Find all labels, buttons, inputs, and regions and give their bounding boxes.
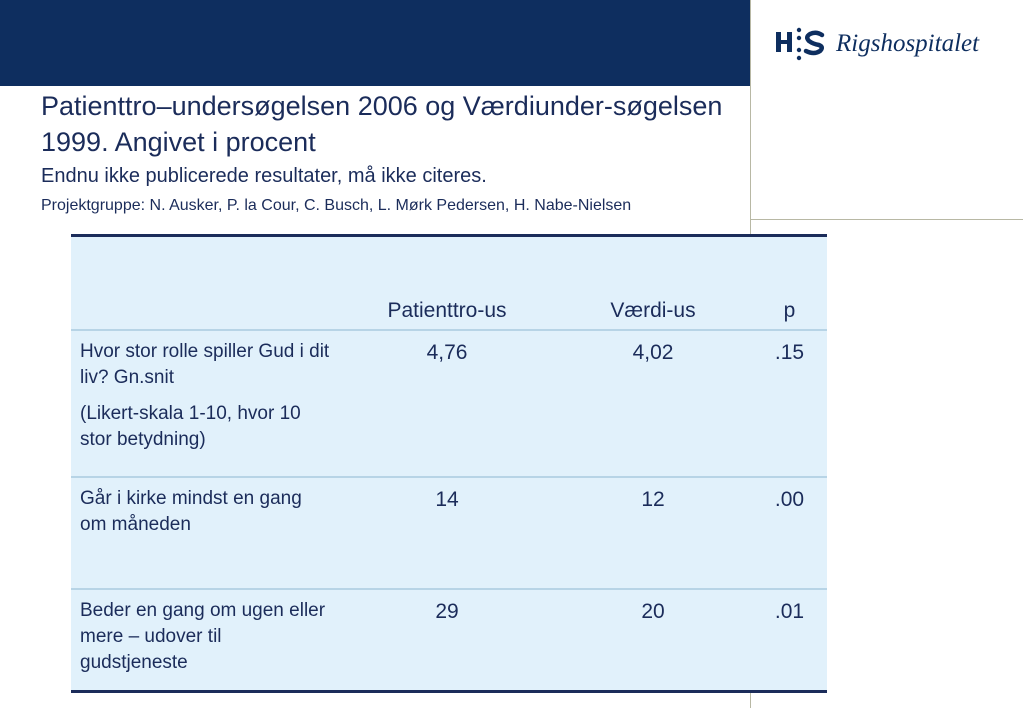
table-row — [71, 477, 827, 589]
patienttro-value: 29 — [340, 589, 554, 690]
question-cell — [71, 477, 340, 589]
vaerdi-value: 20 — [554, 589, 752, 690]
question-text: Hvor stor rolle spiller Gud i dit liv? Gn.snit — [80, 341, 330, 388]
header-cell-patienttro: Patienttro-us — [387, 299, 507, 322]
p-value: .00 — [752, 477, 827, 589]
question-cell — [71, 330, 340, 477]
question-cell — [71, 589, 340, 690]
p-value: .01 — [752, 589, 827, 690]
header-cell-vaerdi: Værdi-us — [610, 299, 696, 322]
p-value: .15 — [752, 330, 827, 477]
header-cell-empty — [71, 237, 340, 330]
header-cell-p: p — [783, 299, 796, 322]
question-note: (Likert-skala 1-10, hvor 10 stor betydning) — [80, 403, 301, 450]
vaerdi-value: 12 — [554, 477, 752, 589]
table-row — [71, 589, 827, 690]
question-text: Går i kirke mindst en gang om måneden — [80, 488, 302, 535]
header-bar — [0, 0, 751, 86]
project-group: Projektgruppe: N. Ausker, P. la Cour, C. Busch, L. Mørk Pedersen, H. Nabe-Nielsen — [41, 197, 632, 214]
horizontal-divider — [751, 219, 1023, 220]
rigshospitalet-logo — [776, 26, 979, 62]
vaerdi-value: 4,02 — [554, 330, 752, 477]
results-table — [71, 234, 827, 693]
logo-name: Rigshospitalet — [836, 30, 980, 57]
table-header-row — [71, 237, 827, 330]
page-title: Patienttro–undersøgelsen 2006 og Værdiunder-søgelsen 1999. Angivet i procent — [41, 91, 723, 157]
question-text: Beder en gang om ugen eller mere – udover til gudstjeneste — [80, 600, 326, 673]
page-subtitle: Endnu ikke publicerede resultater, må ikke citeres. — [41, 165, 487, 187]
table-row — [71, 330, 827, 477]
patienttro-value: 4,76 — [340, 330, 554, 477]
patienttro-value: 14 — [340, 477, 554, 589]
hs-logo-mark-icon — [776, 26, 828, 62]
